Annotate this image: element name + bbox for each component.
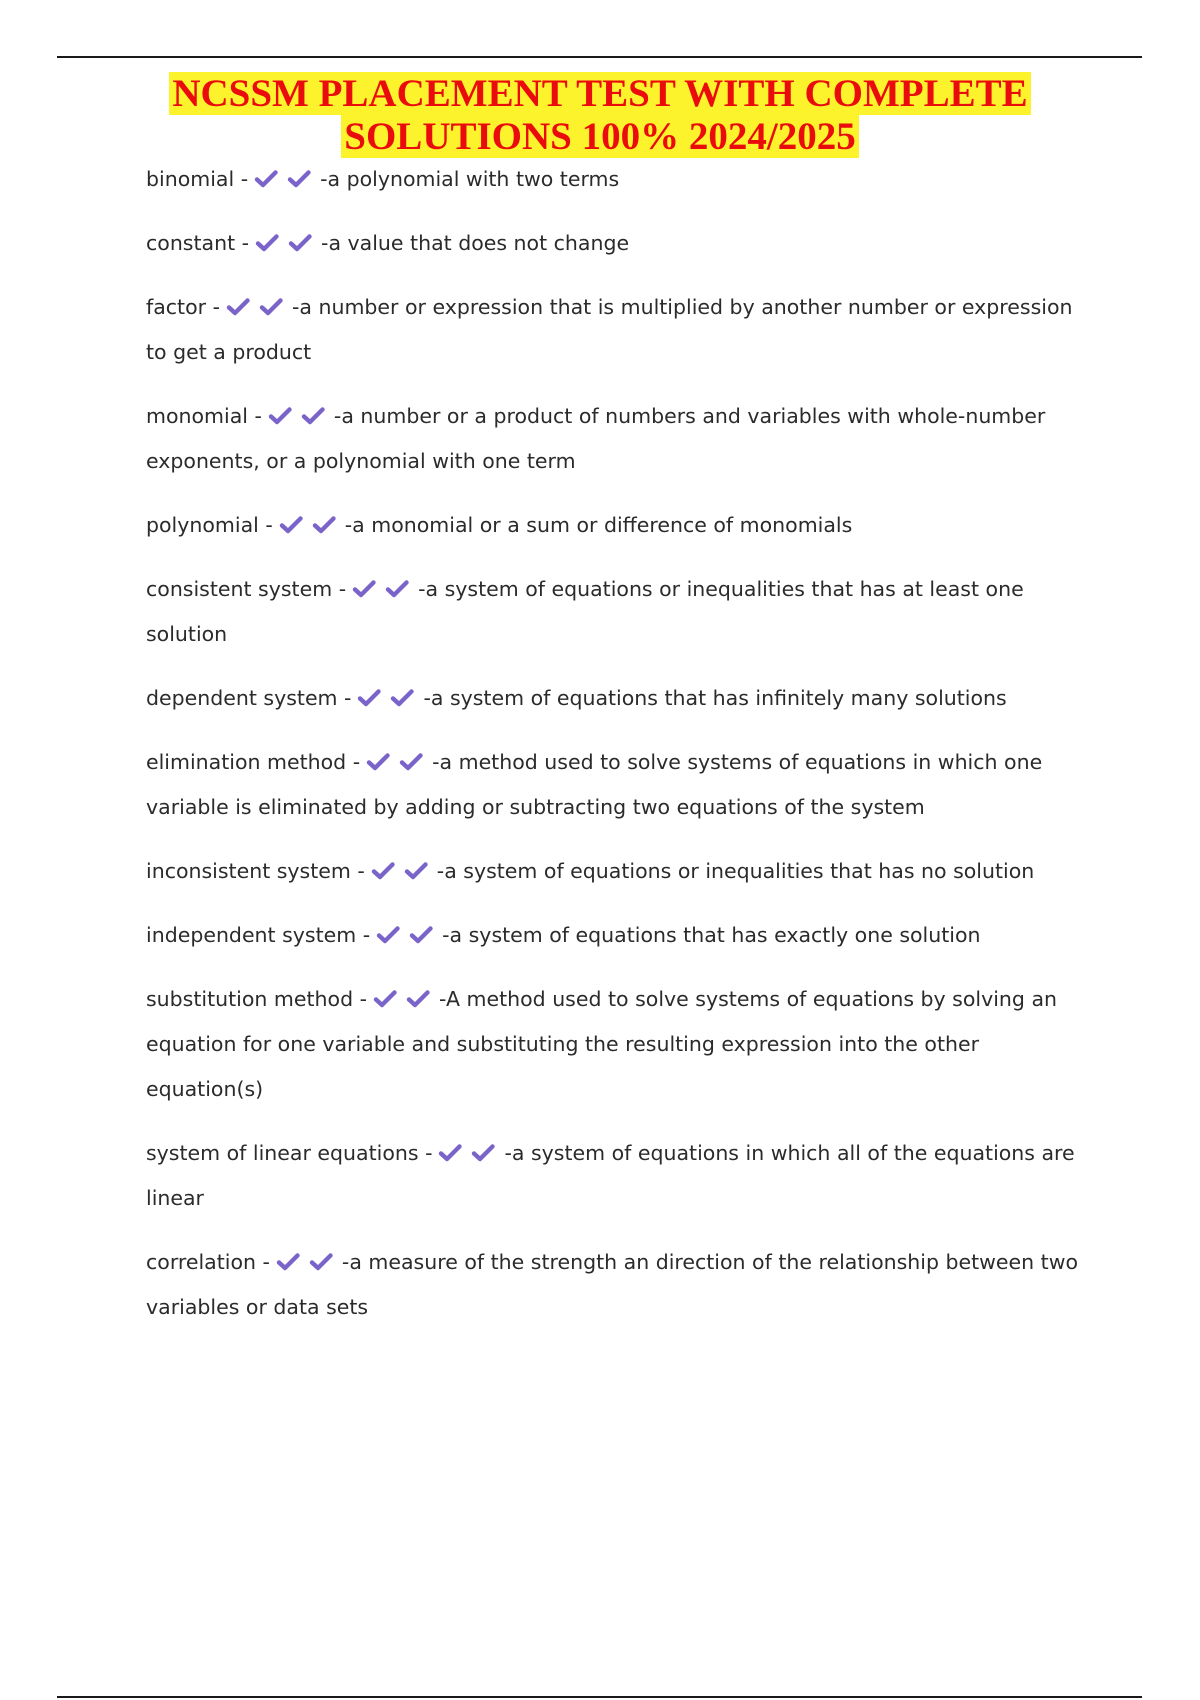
definitions-list (146, 157, 1086, 1349)
checkmark-icon (390, 688, 414, 708)
list-item: inconsistent system - -a system of equations or inequalities that has no solution (146, 859, 1035, 883)
list-item: constant - -a value that does not change (146, 231, 630, 255)
definition: a number or expression that is multiplied by another number or expression to get a product (146, 295, 1073, 364)
checkmark-icon (409, 925, 433, 945)
checkmark-icon (371, 861, 395, 881)
checkmark-icon (438, 1143, 462, 1163)
checkmark-icon (287, 169, 311, 189)
list-item: substitution method - -A method used to solve systems of equations by solving an equation for one variable and substituting the resulting expression into the other equation(s) (146, 987, 1057, 1101)
term: binomial (146, 167, 235, 191)
definition: a value that does not change (328, 231, 630, 255)
term: correlation (146, 1250, 256, 1274)
checkmark-icon (226, 297, 250, 317)
term: dependent system (146, 686, 338, 710)
definition: a system of equations that has exactly one solution (449, 923, 981, 947)
checkmark-icon (254, 169, 278, 189)
checkmark-icon (399, 752, 423, 772)
checkmark-icon (301, 406, 325, 426)
list-item: elimination method - -a method used to solve systems of equations in which one variable is eliminated by adding or subtracting two equations of the system (146, 750, 1043, 819)
term: inconsistent system (146, 859, 351, 883)
checkmark-icon (406, 989, 430, 1009)
definition: a monomial or a sum or difference of monomials (352, 513, 853, 537)
checkmark-icon (376, 925, 400, 945)
definition: A method used to solve systems of equations by solving an equation for one variable and substituting the resulting expression into the other equation(s) (146, 987, 1057, 1101)
checkmark-icon (471, 1143, 495, 1163)
checkmark-icon (276, 1252, 300, 1272)
definition: a polynomial with two terms (327, 167, 620, 191)
term: polynomial (146, 513, 259, 537)
term: monomial (146, 404, 248, 428)
list-item: consistent system - -a system of equations or inequalities that has at least one solution (146, 577, 1024, 646)
list-item: independent system - -a system of equations that has exactly one solution (146, 923, 981, 947)
definition: a system of equations in which all of the equations are linear (146, 1141, 1075, 1210)
term: system of linear equations (146, 1141, 419, 1165)
term: consistent system (146, 577, 333, 601)
bottom-rule (57, 1696, 1142, 1698)
checkmark-icon (309, 1252, 333, 1272)
list-item: monomial - -a number or a product of numbers and variables with whole-number exponents, or a polynomial with one term (146, 404, 1046, 473)
term: elimination method (146, 750, 347, 774)
definition: a measure of the strength an direction of the relationship between two variables or data sets (146, 1250, 1079, 1319)
list-item: polynomial - -a monomial or a sum or difference of monomials (146, 513, 853, 537)
definition: a system of equations or inequalities that has no solution (444, 859, 1035, 883)
term: substitution method (146, 987, 354, 1011)
definition: a method used to solve systems of equations in which one variable is eliminated by adding or subtracting two equations of the system (146, 750, 1043, 819)
checkmark-icon (268, 406, 292, 426)
list-item: binomial - -a polynomial with two terms (146, 167, 620, 191)
definition: a number or a product of numbers and variables with whole-number exponents, or a polynomial with one term (146, 404, 1046, 473)
checkmark-icon (366, 752, 390, 772)
list-item: correlation - -a measure of the strength an direction of the relationship between two variables or data sets (146, 1250, 1079, 1319)
checkmark-icon (352, 579, 376, 599)
definition: a system of equations or inequalities that has at least one solution (146, 577, 1024, 646)
list-item: dependent system - -a system of equations that has infinitely many solutions (146, 686, 1007, 710)
title-line-2: SOLUTIONS 100% 2024/2025 (341, 115, 858, 158)
list-item: factor - -a number or expression that is multiplied by another number or expression to get a product (146, 295, 1073, 364)
list-item: system of linear equations - -a system of equations in which all of the equations are linear (146, 1141, 1075, 1210)
checkmark-icon (288, 233, 312, 253)
checkmark-icon (255, 233, 279, 253)
checkmark-icon (404, 861, 428, 881)
checkmark-icon (385, 579, 409, 599)
term: factor (146, 295, 207, 319)
title-line-1: NCSSM PLACEMENT TEST WITH COMPLETE (169, 72, 1030, 115)
term: constant (146, 231, 236, 255)
checkmark-icon (357, 688, 381, 708)
checkmark-icon (312, 515, 336, 535)
document-title (0, 72, 1200, 158)
term: independent system (146, 923, 357, 947)
checkmark-icon (279, 515, 303, 535)
checkmark-icon (373, 989, 397, 1009)
checkmark-icon (259, 297, 283, 317)
top-rule (57, 56, 1142, 58)
definition: a system of equations that has infinitely many solutions (430, 686, 1007, 710)
